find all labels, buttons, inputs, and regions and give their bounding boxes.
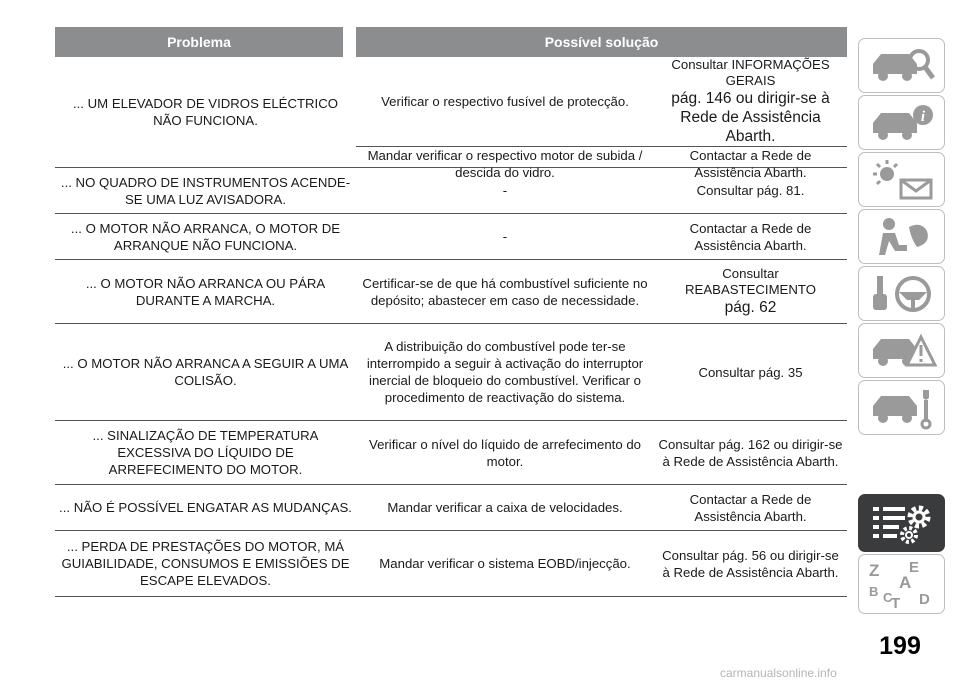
check-cell: Mandar verificar o sistema EOBD/injecção.	[379, 556, 631, 571]
problem-cell: ... PERDA DE PRESTAÇÕES DO MOTOR, MÁ GUIABILIDADE, CONSUMOS E EMISSIÕES DE ESCAPE ELEVADOS.	[61, 539, 350, 588]
check-cell: -	[502, 183, 508, 198]
table-row	[55, 531, 847, 597]
problem-cell: ... O MOTOR NÃO ARRANCA, O MOTOR DE ARRANQUE NÃO FUNCIONA.	[70, 220, 341, 253]
solution-cell: Consultar pág. 81.	[696, 183, 805, 198]
solution-page-ref: pág. 146 ou dirigir-se à Rede de Assistência Abarth.	[671, 90, 830, 145]
problem-cell: ... NO QUADRO DE INSTRUMENTOS ACENDE-SE UMA LUZ AVISADORA.	[60, 174, 351, 207]
chapter-tab-starting-driving[interactable]	[858, 266, 945, 321]
problem-cell: ... UM ELEVADOR DE VIDROS ELÉCTRICO NÃO FUNCIONA.	[72, 96, 339, 128]
troubleshooting-table	[55, 27, 847, 597]
table-row	[55, 214, 847, 260]
watermark: carmanualsonline.info	[720, 666, 837, 680]
solution-page-ref: pág. 62	[724, 299, 777, 316]
car-warning-icon	[867, 329, 937, 373]
chapter-tab-emergency[interactable]	[858, 323, 945, 378]
solution-cell: Contactar a Rede de Assistência Abarth.	[689, 148, 812, 180]
car-search-icon	[867, 44, 937, 88]
solution-cell: Consultar INFORMAÇÕES GERAIS	[671, 57, 830, 88]
index-letter: Z	[868, 561, 879, 580]
index-letter: T	[890, 595, 900, 610]
index-letter: B	[868, 584, 878, 599]
check-cell: -	[502, 229, 508, 244]
solution-cell: Consultar pág. 35	[698, 364, 803, 380]
alphabet-index-icon	[865, 558, 939, 610]
header-problem: Problema	[55, 27, 343, 57]
svg-text:i: i	[920, 108, 925, 125]
solution-cell: Contactar a Rede de Assistência Abarth.	[689, 491, 812, 524]
chapter-tab-warning-lights[interactable]	[858, 152, 945, 207]
check-cell: Mandar verificar o respectivo motor de subida / descida do vidro.	[367, 148, 643, 180]
table-row	[55, 168, 847, 214]
table-row	[55, 260, 847, 324]
index-letter: D	[918, 591, 930, 608]
table-row	[55, 324, 847, 421]
solution-cell: Consultar pág. 162 ou dirigir-se à Rede de Assistência Abarth.	[658, 436, 843, 469]
solution-cell: Consultar REABASTECIMENTO	[685, 266, 816, 297]
airbag-person-icon	[867, 215, 937, 259]
chapter-tab-index[interactable]	[858, 554, 945, 614]
table-row	[55, 485, 847, 531]
chapter-tab-maintenance[interactable]	[858, 380, 945, 435]
problem-cell: ... O MOTOR NÃO ARRANCA A SEGUIR A UMA COLISÃO.	[62, 356, 349, 388]
solution-cell: Contactar a Rede de Assistência Abarth.	[689, 220, 812, 253]
check-cell: Certificar-se de que há combustível suficiente no depósito; abastecer em caso de necessidade.	[362, 275, 648, 308]
car-info-icon	[867, 101, 937, 145]
table-header	[55, 27, 847, 57]
chapter-tab-technical-data[interactable]	[858, 494, 945, 552]
page-number: 199	[879, 632, 921, 660]
problem-cell: ... NÃO É POSSÍVEL ENGATAR AS MUDANÇAS.	[59, 500, 352, 515]
check-cell: Verificar o nível do líquido de arrefecimento do motor.	[369, 436, 641, 469]
list-gear-icon	[865, 499, 939, 547]
car-wrench-icon	[867, 386, 937, 430]
table-row	[55, 421, 847, 485]
index-letter: E	[908, 559, 919, 576]
steering-wheel-key-icon	[867, 272, 937, 316]
chapter-tab-knowing-car[interactable]	[858, 38, 945, 93]
index-letter: A	[898, 573, 911, 592]
check-cell: A distribuição do combustível pode ter-se interrompido a seguir à activação do interruptor inercial de bloqueio do combustível. Verificar o procedimento de reactivação do sistema.	[366, 339, 644, 405]
header-solution: Possível solução	[356, 27, 847, 57]
warning-lights-icon	[867, 158, 937, 202]
check-cell: Mandar verificar a caixa de velocidades.	[387, 500, 623, 515]
problem-cell: ... SINALIZAÇÃO DE TEMPERATURA EXCESSIVA DO LÍQUIDO DE ARREFECIMENTO DO MOTOR.	[92, 428, 319, 477]
check-cell: Verificar o respectivo fusível de protecção.	[381, 94, 629, 109]
index-letter: C	[882, 590, 892, 605]
solution-cell: Consultar pág. 56 ou dirigir-se à Rede de Assistência Abarth.	[662, 547, 839, 580]
chapter-tab-safety[interactable]	[858, 209, 945, 264]
problem-cell: ... O MOTOR NÃO ARRANCA OU PÁRA DURANTE A MARCHA.	[85, 275, 326, 308]
chapter-tab-information[interactable]	[858, 95, 945, 150]
table-row	[55, 57, 847, 180]
